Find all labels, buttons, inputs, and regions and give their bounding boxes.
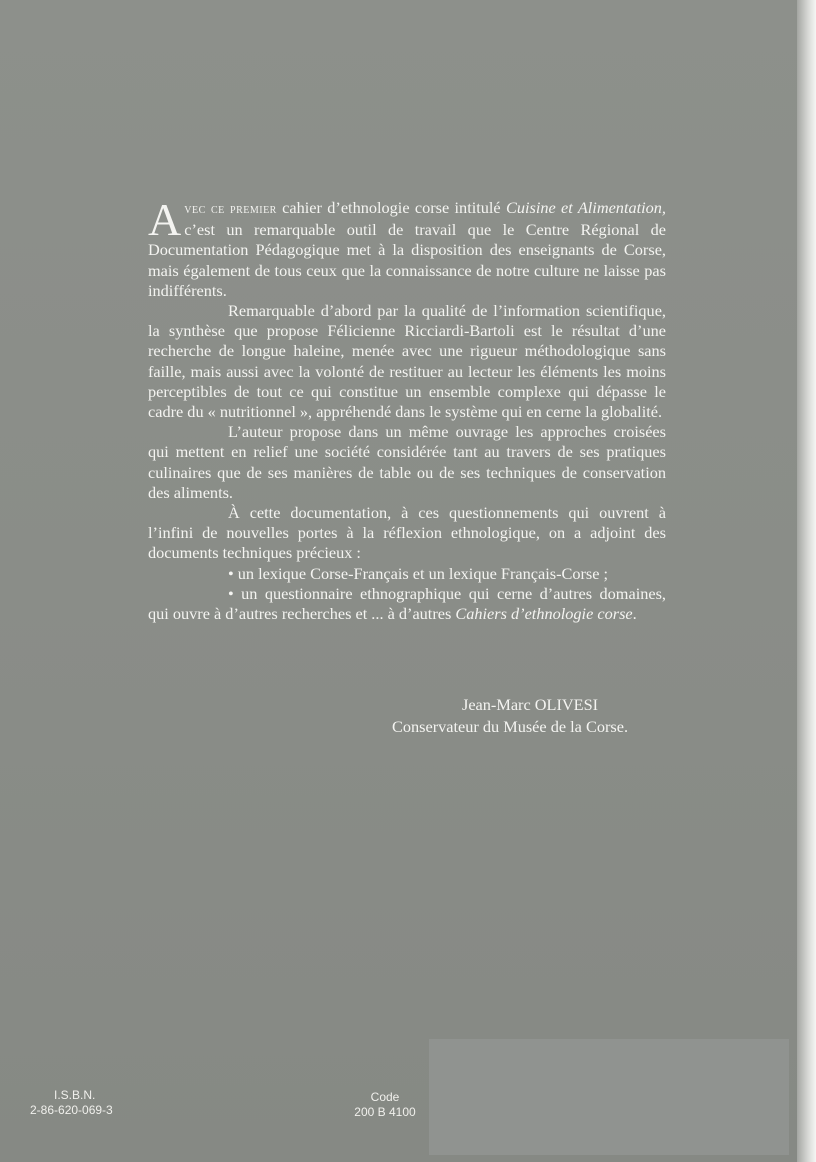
signature-block [392, 694, 628, 738]
isbn-block [30, 1088, 113, 1118]
series-title: Cahiers d’ethnologie corse [455, 604, 633, 624]
paragraph-4: À cette documentation, à ces questionnements qui ouvrent à l’infini de nouvelles portes à la réflexion ethnologique, on a adjoint des documents techniques précieux : [148, 503, 666, 563]
code-block [352, 1090, 418, 1120]
drop-cap: A [148, 194, 182, 245]
isbn-number: 2-86-620-069-3 [30, 1103, 113, 1117]
bullet-questionnaire-end: . [632, 604, 637, 624]
paragraph-2: Remarquable d’abord par la qualité de l’information scientifique, la synthèse que propose Félicienne Ricciardi-Bartoli est le résultat d’une recherche de longue haleine, menée avec une rigueur méthodologique sans faille, mais aussi avec la volonté de restituer au lecteur les éléments les moins perceptibles de tout ce qui constitue un ensemble complexe qui dépasse le cadre du « nutritionnel », appréhendé dans le système qui en cerne la globalité. [148, 301, 666, 422]
preface-text [148, 194, 667, 624]
paragraph-1-text-b: c’est un remarquable outil de travail que le Centre Régional de Documentation Pédagogique met à la disposition des enseignants de Corse, mais également de tous ceux que la connaissance de notre culture ne laisse pas indifférents. [148, 220, 666, 300]
code-value: 200 B 4100 [354, 1105, 416, 1119]
paragraph-1-text-a: cahier d’ethnologie corse intitulé [276, 198, 506, 217]
bullet-lexique: • un lexique Corse-Français et un lexique Français-Corse ; [228, 563, 609, 583]
author-name: Jean-Marc OLIVESI [462, 695, 599, 714]
code-label: Code [370, 1090, 400, 1104]
barcode-placeholder [429, 1039, 789, 1155]
paragraph-3: L’auteur propose dans un même ouvrage les approches croisées qui mettent en relief une société considérée tant au travers de ses pratiques culinaires que de ses manières de table ou de ses techniques de conservation des aliments. [148, 422, 666, 502]
book-title: Cuisine et Alimentation, [505, 198, 667, 217]
opening-small-caps: vec ce premier [184, 202, 277, 217]
bullet-questionnaire [148, 584, 666, 624]
bullet-questionnaire-text: • un questionnaire ethnographique qui cerne d’autres domaines, qui ouvre à d’autres recherches et ... à d’autres [148, 583, 666, 624]
author-role: Conservateur du Musée de la Corse. [392, 717, 629, 736]
scan-edge [797, 0, 816, 1162]
isbn-label: I.S.B.N. [54, 1088, 96, 1102]
paragraph-1 [148, 194, 667, 301]
